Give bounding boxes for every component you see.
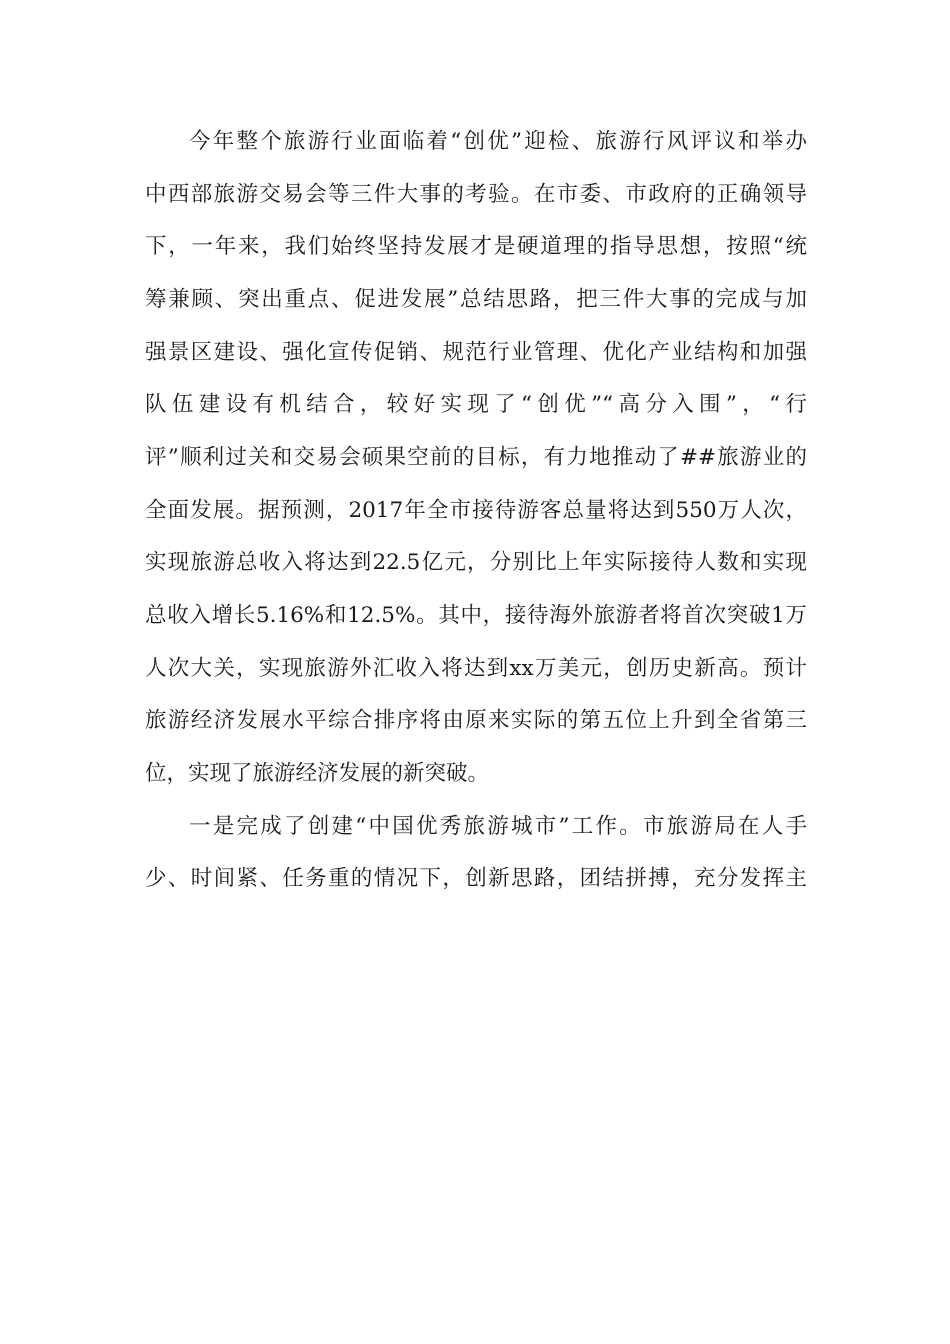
paragraph-1-line-1: 今年整个旅游行业面临着“创优”迎检、旅游行风评议和举办 — [189, 129, 807, 154]
paragraph-1-line-7: 评”顺利过关和交易会硕果空前的目标，有力地推动了##旅游业的 — [145, 445, 807, 470]
paragraph-1-line-9: 实现旅游总收入将达到22.5亿元，分别比上年实际接待人数和实现 — [145, 550, 807, 575]
paragraph-1-line-3: 下，一年来，我们始终坚持发展才是硬道理的指导思想，按照“统 — [145, 234, 807, 259]
paragraph-1-line-10: 总收入增长5.16%和12.5%。其中，接待海外旅游者将首次突破1万 — [145, 603, 807, 628]
paragraph-1-line-8: 全面发展。据预测，2017年全市接待游客总量将达到550万人次， — [145, 498, 807, 523]
paragraph-1-line-13: 位，实现了旅游经济发展的新突破。 — [145, 761, 490, 786]
paragraph-2-line-2: 少、时间紧、任务重的情况下，创新思路，团结拼搏，充分发挥主 — [145, 866, 807, 891]
paragraph-1-line-11: 人次大关，实现旅游外汇收入将达到xx万美元，创历史新高。预计 — [145, 656, 807, 681]
paragraph-1-line-4: 筹兼顾、突出重点、促进发展”总结思路，把三件大事的完成与加 — [145, 287, 807, 312]
paragraph-1-line-2: 中西部旅游交易会等三件大事的考验。在市委、市政府的正确领导 — [145, 182, 807, 207]
paragraph-1-line-5: 强景区建设、强化宣传促销、规范行业管理、优化产业结构和加强 — [145, 340, 807, 365]
paragraph-1-line-12: 旅游经济发展水平综合排序将由原来实际的第五位上升到全省第三 — [145, 708, 807, 733]
paragraph-2-line-1: 一是完成了创建“中国优秀旅游城市”工作。市旅游局在人手 — [189, 814, 807, 839]
paragraph-1-line-6: 队伍建设有机结合，较好实现了“创优”“高分入围”，“行 — [145, 392, 807, 417]
